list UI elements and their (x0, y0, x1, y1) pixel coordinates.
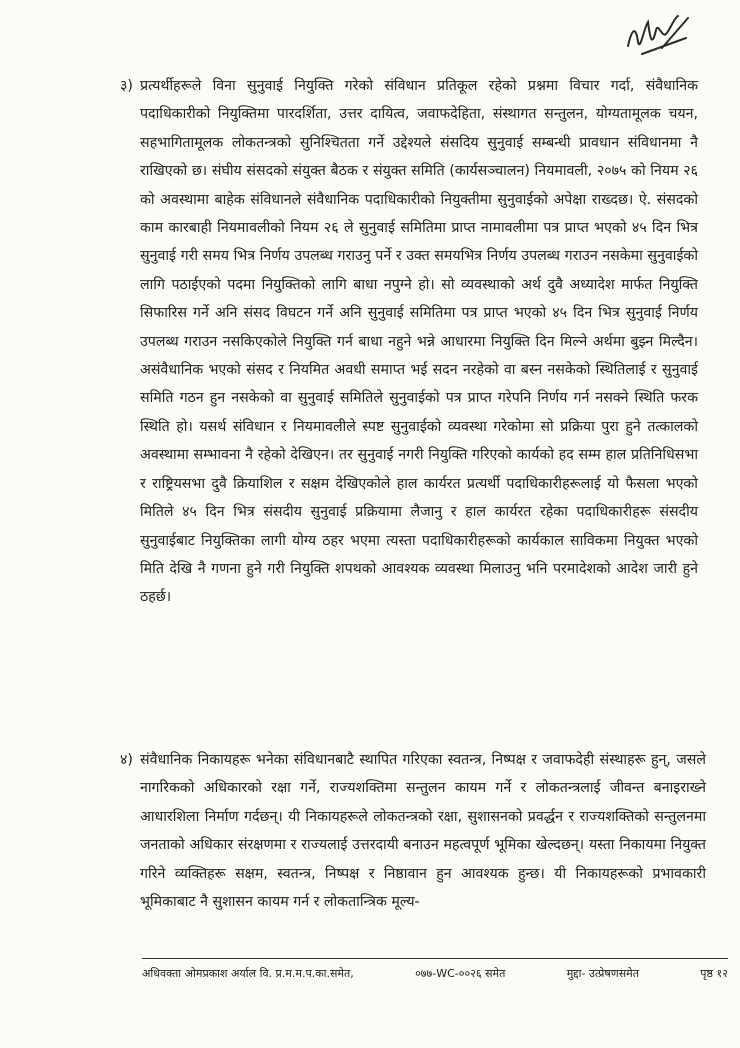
paragraph-4: संवैधानिक निकायहरू भनेका संविधानबाटै स्थापित गरिएका स्वतन्त्र, निष्पक्ष र जवाफदेही संस्थाहरू हुन्, जसले नागरिकको अधिकारको रक्षा गर्ने, राज्यशक्तिमा सन्तुलन कायम गर्ने र लोकतन्त्रलाई जीवन्त बनाइराख्ने आधारशिला निर्माण गर्दछन्। यी निकायहरूले लोकतन्त्रको रक्षा, सुशासनको प्रवर्द्धन र राज्यशक्तिको सन्तुलनमा जनताको अधिकार संरक्षणमा र राज्यलाई उत्तरदायी बनाउन महत्वपूर्ण भूमिका खेल्दछन्। यस्ता निकायमा नियुक्त गरिने व्यक्तिहरू सक्षम, स्वतन्त्र, निष्पक्ष र निष्ठावान हुन आवश्यक हुन्छ। यी निकायहरूको प्रभावकारी भूमिकाबाट नै सुशासन कायम गर्न र लोकतान्त्रिक मूल्य- (140, 752, 706, 911)
footer-divider (142, 958, 728, 959)
page-footer (142, 966, 728, 981)
paragraph-number-4: ४) (120, 752, 133, 768)
footer-advocate: अधिवक्ता ओमप्रकाश अर्याल वि. प्र.म.म.प.का.समेत, (142, 967, 354, 980)
signature-mark (622, 8, 694, 58)
paragraph-3: प्रत्यर्थीहरूले विना सुनुवाई नियुक्ति गरेको संविधान प्रतिकूल रहेको प्रश्नमा विचार गर्दा, संवैधानिक पदाधिकारीको नियुक्तिमा पारदर्शिता, उत्तर दायित्व, जवाफदेहिता, संस्थागत सन्तुलन, योग्यतामूलक चयन, सहभागितामूलक लोकतन्त्रको सुनिश्चितता गर्ने उद्देश्यले संसदिय सुनुवाई सम्बन्धी प्रावधान संविधानमा नै राखिएको छ। संघीय संसदको संयुक्त बैठक र संयुक्त समिति (कार्यसञ्चालन) नियमावली, २०७५ को नियम २६ को अवस्थामा बाहेक संविधानले संवैधानिक पदाधिकारीको नियुक्तीमा सुनुवाईको अपेक्षा राख्दछ। ऐ. संसदको काम कारबाही नियमावलीको नियम २६ ले सुनुवाई समितिमा प्राप्त नामावलीमा पत्र प्राप्त भएको ४५ दिन भित्र सुनुवाई गरी समय भित्र निर्णय उपलब्ध गराउनु पर्ने र उक्त समयभित्र निर्णय उपलब्ध गराउन नसकेमा सुनुवाईको लागि पठाईएको पदमा नियुक्तिको लागि बाधा नपुग्ने हो। सो व्यवस्थाको अर्थ दुवै अध्यादेश मार्फत नियुक्ति सिफारिस गर्ने अनि संसद विघटन गर्ने अनि सुनुवाई समितिमा पत्र प्राप्त भएको ४५ दिन भित्र सुनुवाई निर्णय उपलब्ध गराउन नसकिएकोले नियुक्ति गर्न बाधा नहुने भन्ने आधारमा नियुक्ति दिन मिल्ने अर्थमा बुझ्न मिल्दैन। असंवैधानिक भएको संसद र नियमित अवधी समाप्त भई सदन नरहेको वा बस्न नसकेको स्थितिलाई र सुनुवाई समिति गठन हुन नसकेको वा सुनुवाई समितिले सुनुवाईको पत्र प्राप्त गरेपनि निर्णय गर्न नसक्ने स्थिति फरक स्थिति हो। यसर्थ संविधान र नियमावलीले स्पष्ट सुनुवाईको व्यवस्था गरेकोमा सो प्रक्रिया पुरा हुने तत्कालको अवस्थामा सम्भावना नै रहेको देखिएन। तर सुनुवाई नगरी नियुक्ति गरिएको कार्यको हद सम्म हाल प्रतिनिधिसभा र राष्ट्रियसभा दुवै क्रियाशिल र सक्षम देखिएकोले हाल कार्यरत प्रत्यर्थी पदाधिकारीहरूलाई यो फैसला भएको मितिले ४५ दिन भित्र संसदीय सुनुवाई प्रक्रियामा लैजानु र हाल कार्यरत रहेका पदाधिकारीहरू संसदीय सुनुवाईबाट नियुक्तिका लागी योग्य ठहर भएमा त्यस्ता पदाधिकारीहरूको कार्यकाल साविकमा नियुक्त भएको मिति देखि नै गणना हुने गरी नियुक्ति शपथको आवश्यक व्यवस्था मिलाउनु भनि परमादेशको आदेश जारी हुने ठहर्छ। (140, 78, 698, 606)
paragraph-number-3: ३) (120, 78, 133, 94)
footer-page-number: पृष्ठ १२ (700, 967, 728, 980)
footer-subject: मुद्दा- उत्प्रेषणसमेत (566, 967, 639, 980)
footer-case-number: ०७७-WC-००२६ समेत (415, 967, 506, 980)
